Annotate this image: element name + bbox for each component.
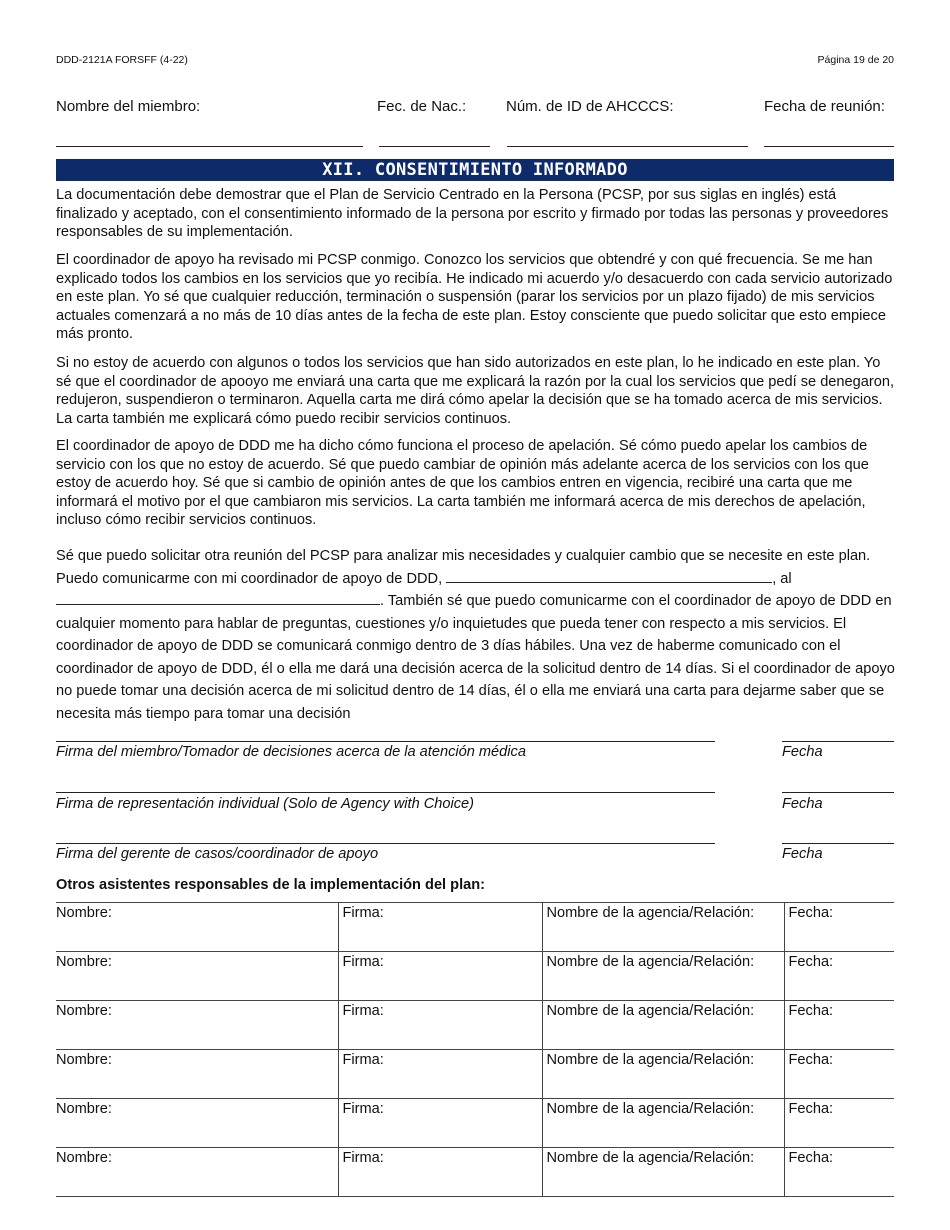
paragraph-4: El coordinador de apoyo de DDD me ha dicho cómo funciona el proceso de apelación. Sé cómo puedo apelar los cambios de servicio con los que no estoy de acuerdo. Sé que puedo cambiar de opinión más adelante acerca de los servicios con los que estoy de acuerdo hoy. Sé que si cambio de opinión antes de que los cambios entren en vigencia, recibiré una carta que me informará el motivo por el que cambiaron mis servicios. La carta también me informará acerca de mis derechos de apelación, incluso cómo recibir servicios continuos. — [56, 438, 869, 529]
attendee-date-cell[interactable]: Fecha: — [784, 1148, 894, 1197]
meeting-date-label: Fecha de reunión: — [764, 98, 885, 115]
attendee-name-cell[interactable]: Nombre: — [56, 1001, 338, 1050]
paragraph-5-part-c: . También sé que puedo comunicarme con el coordinador de apoyo de DDD en cualquier momento para hablar de preguntas, cuestiones y/o inquietudes que pueda tener con respecto a mis servicios. El coordinador de apoyo de DDD se comunicará conmigo dentro de 3 días hábiles. Una vez de haberme comunicado con el coordinador de apoyo de DDD, él o ella me dará una decisión acerca de la solicitud dentro de 14 días. Si el coordinador de apoyo no puede tomar una decisión acerca de mi solicitud dentro de 14 días, él o ella me enviará una carta para dejarme saber que se necesita más tiempo para tomar una decisión — [56, 593, 895, 722]
paragraph-5-part-b: , al — [772, 570, 792, 587]
attendee-agency-cell[interactable]: Nombre de la agencia/Relación: — [542, 1050, 784, 1099]
attendee-name-cell[interactable]: Nombre: — [56, 1148, 338, 1197]
attendee-date-cell[interactable]: Fecha: — [784, 1099, 894, 1148]
attendee-agency-cell[interactable]: Nombre de la agencia/Relación: — [542, 1099, 784, 1148]
table-row — [56, 952, 894, 1001]
member-date-label: Fecha — [782, 744, 823, 760]
case-manager-signature-line[interactable] — [56, 843, 715, 844]
case-manager-signature-date-line[interactable] — [782, 843, 894, 844]
form-id: DDD-2121A FORSFF (4-22) — [56, 54, 188, 66]
ahcccs-id-field[interactable] — [507, 146, 748, 147]
table-row — [56, 1148, 894, 1197]
meeting-date-field[interactable] — [764, 146, 894, 147]
attendee-signature-cell[interactable]: Firma: — [338, 1050, 542, 1099]
attendee-date-cell[interactable]: Fecha: — [784, 1001, 894, 1050]
case-manager-date-label: Fecha — [782, 846, 823, 862]
attendee-agency-cell[interactable]: Nombre de la agencia/Relación: — [542, 903, 784, 952]
attendee-agency-cell[interactable]: Nombre de la agencia/Relación: — [542, 1001, 784, 1050]
attendee-signature-cell[interactable]: Firma: — [338, 1148, 542, 1197]
attendee-date-cell[interactable]: Fecha: — [784, 903, 894, 952]
representative-signature-line[interactable] — [56, 792, 715, 793]
attendee-signature-cell[interactable]: Firma: — [338, 1099, 542, 1148]
member-name-field[interactable] — [56, 146, 363, 147]
attendee-agency-cell[interactable]: Nombre de la agencia/Relación: — [542, 1148, 784, 1197]
member-signature-line[interactable] — [56, 741, 715, 742]
table-row — [56, 1050, 894, 1099]
paragraph-5-part-a: Sé que puedo solicitar otra reunión del PCSP para analizar mis necesidades y cualquier cambio que se necesite en este plan. Puedo comunicarme con mi coordinador de apoyo de DDD, — [56, 548, 871, 587]
paragraph-2: El coordinador de apoyo ha revisado mi PCSP conmigo. Conozco los servicios que obtendré y con qué frecuencia. Se me han explicado todos los cambios en los servicios que yo recibía. He indicado mi acuerdo y/o desacuerdo con cada servicio autorizado en este plan. Yo sé que cualquier reducción, terminación o suspensión (parar los servicios por un plazo fijado) de mis servicios actuales comenzará a no más de 10 días antes de la fecha de este plan. Estoy consciente que puedo solicitar que esto empiece más pronto. — [56, 252, 893, 343]
ahcccs-id-label: Núm. de ID de AHCCCS: — [506, 98, 674, 115]
representative-signature-date-line[interactable] — [782, 792, 894, 793]
table-row — [56, 1001, 894, 1050]
representative-signature-label: Firma de representación individual (Solo de Agency with Choice) — [56, 796, 475, 812]
attendee-name-cell[interactable]: Nombre: — [56, 1050, 338, 1099]
paragraph-3: Si no estoy de acuerdo con algunos o todos los servicios que han sido autorizados en este plan, lo he indicado en este plan. Yo sé que el coordinador de apooyo me enviará una carta que me explicará la razón por la cual los servicios que pedí se denegaron, redujeron, suspendieron o terminaron. Aquella carta me dirá cómo apelar la decisión que se ha tomado acerca de mis servicios. La carta también me explicará cómo puedo recibir servicios continuos. — [56, 355, 895, 427]
representative-date-label: Fecha — [782, 796, 823, 812]
coordinator-name-field[interactable] — [446, 568, 772, 583]
attendee-signature-cell[interactable]: Firma: — [338, 952, 542, 1001]
attendee-name-cell[interactable]: Nombre: — [56, 903, 338, 952]
attendee-signature-cell[interactable]: Firma: — [338, 1001, 542, 1050]
attendees-title: Otros asistentes responsables de la implementación del plan: — [56, 877, 486, 893]
attendee-date-cell[interactable]: Fecha: — [784, 952, 894, 1001]
member-signature-date-line[interactable] — [782, 741, 894, 742]
member-signature-label: Firma del miembro/Tomador de decisiones acerca de la atención médica — [56, 744, 526, 760]
coordinator-phone-field[interactable] — [56, 590, 380, 605]
section-title: XII. CONSENTIMIENTO INFORMADO — [56, 159, 894, 181]
attendee-name-cell[interactable]: Nombre: — [56, 1099, 338, 1148]
paragraph-5 — [56, 545, 896, 725]
case-manager-signature-label: Firma del gerente de casos/coordinador de apoyo — [56, 846, 379, 862]
dob-field[interactable] — [379, 146, 490, 147]
attendee-agency-cell[interactable]: Nombre de la agencia/Relación: — [542, 952, 784, 1001]
dob-label: Fec. de Nac.: — [377, 98, 467, 115]
attendee-date-cell[interactable]: Fecha: — [784, 1050, 894, 1099]
table-row — [56, 903, 894, 952]
member-name-label: Nombre del miembro: — [56, 98, 201, 115]
attendee-name-cell[interactable]: Nombre: — [56, 952, 338, 1001]
page-number: Página 19 de 20 — [817, 54, 894, 66]
attendee-signature-cell[interactable]: Firma: — [338, 903, 542, 952]
table-row — [56, 1099, 894, 1148]
attendees-table — [56, 902, 894, 1197]
paragraph-1: La documentación debe demostrar que el Plan de Servicio Centrado en la Persona (PCSP, por sus siglas en inglés) está finalizado y aceptado, con el consentimiento informado de la persona por escrito y firmado por todas las personas y proveedores responsables de su implementación. — [56, 187, 889, 241]
